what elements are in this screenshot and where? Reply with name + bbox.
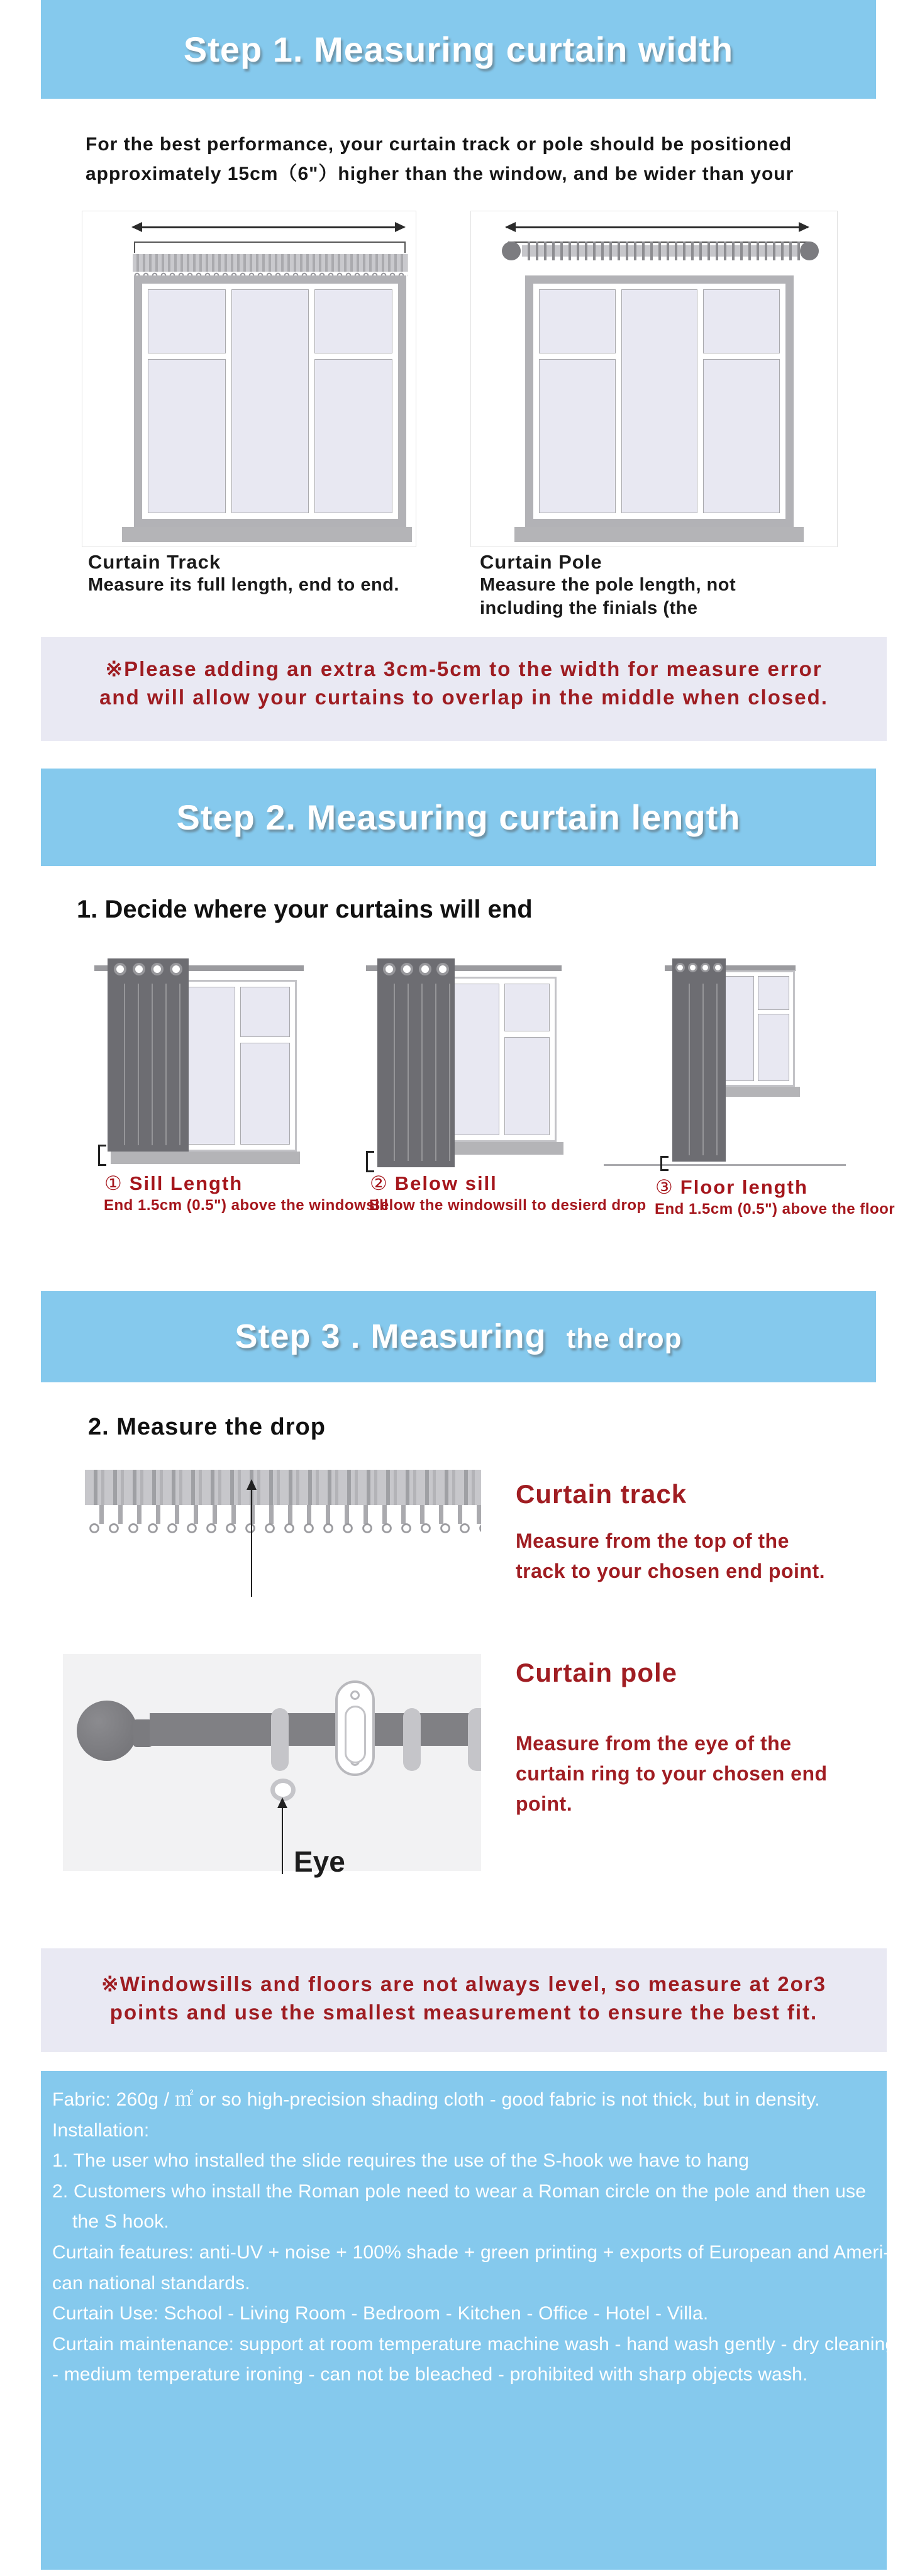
window-illustration: [525, 275, 794, 527]
info-line: - medium temperature ironing - can not be bleached - prohibited with sharp objects wash.: [52, 2364, 808, 2385]
length-bracket-mark: [366, 1151, 374, 1172]
measure-arrow: [251, 1490, 252, 1597]
step3-title-sub: the drop: [566, 1323, 682, 1354]
window-pane: [703, 359, 780, 513]
pole-desc-3: point.: [516, 1792, 573, 1815]
window-pane: [314, 359, 392, 513]
scene-window: [178, 980, 297, 1152]
width-note-box: [41, 637, 887, 741]
grommet-row: [377, 958, 455, 975]
pole-finial: [800, 242, 819, 260]
note-line: points and use the smallest measurement to ensure the best fit.: [109, 2001, 818, 2024]
window-column: [231, 289, 309, 513]
option-label: Below sill: [394, 1172, 497, 1194]
grommet: [151, 963, 164, 975]
step3-title: [41, 1291, 876, 1384]
pole-ring: [271, 1708, 289, 1771]
length-bracket-mark: [98, 1145, 106, 1166]
window-pane: [148, 289, 226, 353]
eye-arrow: [282, 1808, 283, 1874]
curtain-panel: [672, 958, 726, 1162]
grommet: [701, 963, 710, 972]
pole-desc-1: Measure from the eye of the: [516, 1732, 792, 1755]
pole-finial: [77, 1701, 137, 1761]
curtain-panel: [108, 958, 189, 1152]
window-pane: [723, 976, 754, 1081]
step1-banner: [41, 0, 876, 99]
pole-ring: [403, 1708, 421, 1771]
window-column: [148, 289, 226, 513]
floor-line: [604, 1164, 846, 1166]
intro-line-2: approximately 15cm（6"）higher than the window, and be wider than your: [86, 164, 794, 184]
info-line: 2. Customers who install the Roman pole need to wear a Roman circle on the pole and then use: [52, 2180, 867, 2202]
pole-bracket-slot: [345, 1706, 366, 1763]
option-2-title: [370, 1172, 497, 1195]
info-line: 1. The user who installed the slide requires the use of the S-hook we have to hang: [52, 2150, 750, 2172]
grommet: [419, 963, 431, 975]
grommet: [114, 963, 126, 975]
grommet: [401, 963, 413, 975]
note-line: ※Windowsills and floors are not always level, so measure at 2or3: [101, 1972, 827, 1996]
windowsill: [440, 1142, 563, 1155]
step1-title: Step 1. Measuring curtain width: [183, 30, 734, 69]
window-pane: [504, 1037, 550, 1135]
measure-bracket: [134, 242, 406, 253]
pole-ring: [468, 1708, 481, 1771]
window-column: [703, 289, 780, 513]
step3-title-main: Step 3 . Measuring: [235, 1318, 547, 1355]
pole-caption-desc: including the finials (the: [480, 598, 698, 618]
curtain-panel: [377, 958, 455, 1167]
window-pane: [453, 984, 499, 1135]
option-number: ②: [370, 1172, 389, 1194]
grommet: [170, 963, 182, 975]
intro-line-1: For the best performance, your curtain track or pole should be positioned: [86, 134, 792, 155]
window-pane: [539, 359, 616, 513]
eye-arrow-head: [277, 1797, 287, 1808]
option-3-desc: End 1.5cm (0.5") above the floor: [655, 1201, 896, 1218]
option-number: ③: [655, 1176, 674, 1198]
step2-heading: 1. Decide where your curtains will end: [77, 896, 533, 923]
windowsill: [514, 527, 804, 542]
note-line: ※Please adding an extra 3cm-5cm to the width for measure error: [105, 657, 823, 680]
info-line: Curtain Use: School - Living Room - Bedroom - Kitchen - Office - Hotel - Villa.: [52, 2303, 709, 2324]
window-pane: [185, 987, 235, 1145]
window-pane: [539, 289, 616, 353]
window-pane: [314, 289, 392, 353]
info-line: Curtain maintenance: support at room temperature machine wash - hand wash gently - dry cleaning: [52, 2333, 896, 2355]
step2-banner: [41, 769, 876, 866]
window-pane: [504, 984, 550, 1031]
curtain-track-illustration: [85, 1470, 481, 1505]
step3-heading: 2. Measure the drop: [88, 1414, 326, 1440]
track-desc-1: Measure from the top of the: [516, 1530, 789, 1552]
pole-finial: [502, 242, 521, 260]
window-pane: [240, 1043, 291, 1145]
step2-title: Step 2. Measuring curtain length: [176, 797, 741, 837]
window-illustration: [134, 275, 406, 527]
track-label: Curtain track: [516, 1479, 687, 1509]
product-info-box: [41, 2071, 896, 2570]
pole-desc-2: curtain ring to your chosen end: [516, 1762, 828, 1785]
window-column: [539, 289, 616, 513]
info-line: the S hook.: [72, 2211, 169, 2233]
track-caption-desc: Measure its full length, end to end.: [88, 575, 399, 595]
grommet: [688, 963, 697, 972]
windowsill: [122, 527, 412, 542]
pole-label: Curtain pole: [516, 1658, 678, 1687]
window-pane: [240, 987, 291, 1037]
bracket-screw: [350, 1690, 360, 1700]
scene-window: [447, 977, 557, 1142]
note-line: and will allow your curtains to overlap in the middle when closed.: [99, 686, 828, 709]
window-pane: [703, 289, 780, 353]
curtain-pole-illustration: [522, 245, 800, 257]
length-bracket-mark: [660, 1156, 669, 1171]
track-caption-title: Curtain Track: [88, 551, 221, 573]
track-hook-rings: [85, 1523, 481, 1535]
window-pane: [758, 1014, 789, 1081]
grommet-row: [108, 958, 189, 975]
track-desc-2: track to your chosen end point.: [516, 1560, 825, 1582]
curtain-track-illustration: [133, 254, 408, 272]
window-pane: [621, 289, 698, 513]
up-arrow-head: [247, 1479, 257, 1490]
curtain-pole-illustration: [63, 1654, 481, 1878]
option-1-title: [104, 1172, 243, 1195]
eye-label: Eye: [294, 1845, 345, 1878]
window-pane: [231, 289, 309, 513]
pole-caption-title: Curtain Pole: [480, 551, 602, 573]
pole-bar: [150, 1713, 481, 1746]
option-3-title: [655, 1176, 808, 1199]
info-line: Installation:: [52, 2119, 150, 2141]
info-line: Fabric: 260g / ㎡ or so high-precision shading cloth - good fabric is not thick, but in density.: [52, 2089, 820, 2110]
option-2-desc: Below the windowsill to desierd drop: [369, 1197, 646, 1214]
option-label: Sill Length: [129, 1172, 243, 1194]
grommet: [436, 963, 449, 975]
windowsill: [111, 1152, 300, 1164]
grommet: [133, 963, 145, 975]
option-number: ①: [104, 1172, 123, 1194]
window-column: [314, 289, 392, 513]
window-pane: [758, 976, 789, 1010]
window-pane: [148, 359, 226, 513]
scene-window: [717, 970, 795, 1087]
drop-note-box: [41, 1948, 887, 2052]
pole-caption-desc: Measure the pole length, not: [480, 575, 736, 595]
grommet: [383, 963, 396, 975]
width-arrow: [133, 226, 404, 228]
grommet: [713, 963, 723, 972]
track-hook-stems: [85, 1505, 481, 1524]
option-label: Floor length: [680, 1176, 808, 1198]
window-column: [621, 289, 698, 513]
info-line: can national standards.: [52, 2272, 250, 2294]
option-1-desc: End 1.5cm (0.5") above the windowsill: [104, 1197, 389, 1214]
step3-banner: [41, 1291, 876, 1382]
width-arrow: [506, 226, 808, 228]
grommet-row: [672, 958, 726, 972]
info-line: Curtain features: anti-UV + noise + 100% shade + green printing + exports of European and Ameri-: [52, 2241, 890, 2263]
grommet: [675, 963, 685, 972]
